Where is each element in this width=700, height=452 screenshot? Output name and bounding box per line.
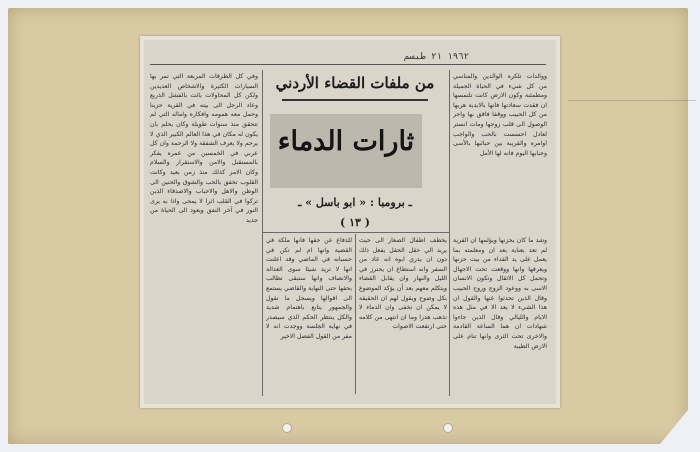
article-column-left: وفي كل الطرقات المربعة التي تمر بها السيارات الكثيرة والاشخاص العديدين ولكن كل المحاولات بائت بالفشل الذريع وعاد الرجل الى بيته في القرية حزينا وحمل معه همومه وافكاره واماله التي لم تتحقق منذ سنوات طويلة وكان يحلم بان يكون له مكان في هذا العالم الكبير الذي لا يرحم ولا يعرف الشفقة ولا الرحمة وان كل عربي في الخمسين من عمره يفكر بالمستقبل والامن والاستقرار والسلام وكان الامر كذلك منذ زمن بعيد وكانت القلوب تخفق بالحب والشوق والحنين الى الوطن والاهل والاحباب والاصدقاء الذين تركوا في القلب اثرا لا يمحى واذا به يرى النور في آخر النفق ويعود الى الحياة من جديد — [150, 73, 258, 224]
series-title: من ملفات القضاء الأردني — [275, 74, 435, 92]
column-rule — [262, 70, 263, 396]
column-rule — [449, 70, 450, 396]
article-column-right-bottom: وشد ما كان يحزنها ويؤلمها ان القرية لم تعد بعناية بعد ان ومعلمته بما يعمل على يد الفداء من بيت حزنها ويعرفها وانها ووقعت تحت الاجهال وتحمل كل الاثقال وتكون الانسان الاسى به ووعود الزوج وروح الحبيب وقال الذين تحدثوا عنها والقول ان هذا الشيء لا يعد الا في مثل هذه الايام والليالي وقال الذين جاءوا شهادات ان هما الساعة القادمة والاخرى تحت الثرى وانها تنام على الارض الطيبة — [453, 237, 547, 350]
article-column-center-right: يخطف اطفال الصغار الى حيث يريد الي حقل الحقل يفعل ذلك دون ان يدري ابوه انه عاد من السفر وانه استطاع ان يحترز في الليل والنهار وان يقابل القضاء ويتكلم معهم بعد أن يؤكد الموضوع بكل وضوح ويقول لهم ان الحقيقة لا يمكن ان تخفى وان الدماء لا تذهب هدرا وما ان انتهى من كلامه حتى ارتفعت الاصوات — [359, 237, 447, 331]
folder-crease — [568, 100, 696, 101]
article-column-center-left: للدفاع عن حقها فانها ملكة في القضية وانها ام لم تكن في حسبانه في الماضي وقد اعلنت انها لا تريد شيئا سوى العدالة والانصاف وانها ستبقى تطالب بحقها حتى النهاية والقاضي يستمع الى اقوالها ويسجل ما تقول والجمهور يتابع باهتمام شديد والكل ينتظر الحكم الذي سيصدر في نهاية الجلسة ووجدت انه لا مفر من القول الفصل الاخير — [266, 237, 352, 340]
article-column-right-top: ووالدات تلكره الوالدين والمناسي من كل شيء في الحياة الجميلة ومطمئنة وكون الارض كانت تلتمسها ان فقدت سعادتها فانها بالابدية هربها من كل الحبيب ووقفا فاقق بها واجر الوصول الى قلب زوجها ومات انستر لعادل احسست بالحب والواجب اوامره والقريبة بين حبائبها بالأسى وحبابها اليوم فانه لها الأمل — [453, 73, 547, 157]
punch-hole — [282, 423, 292, 433]
punch-hole — [443, 423, 453, 433]
date-rule — [150, 64, 546, 65]
torn-corner — [660, 410, 688, 444]
episode-number: ( ١٣ ) — [340, 216, 370, 229]
series-underline — [282, 99, 428, 101]
byline: ـ برومبا : « ابو باسل » ـ — [298, 196, 412, 209]
headline-rule — [262, 232, 450, 233]
clipping-date: ١٩٦٢ ٢١ طبسم — [404, 52, 470, 62]
column-rule — [355, 234, 356, 394]
main-title: ثارات الدماء — [277, 126, 415, 157]
